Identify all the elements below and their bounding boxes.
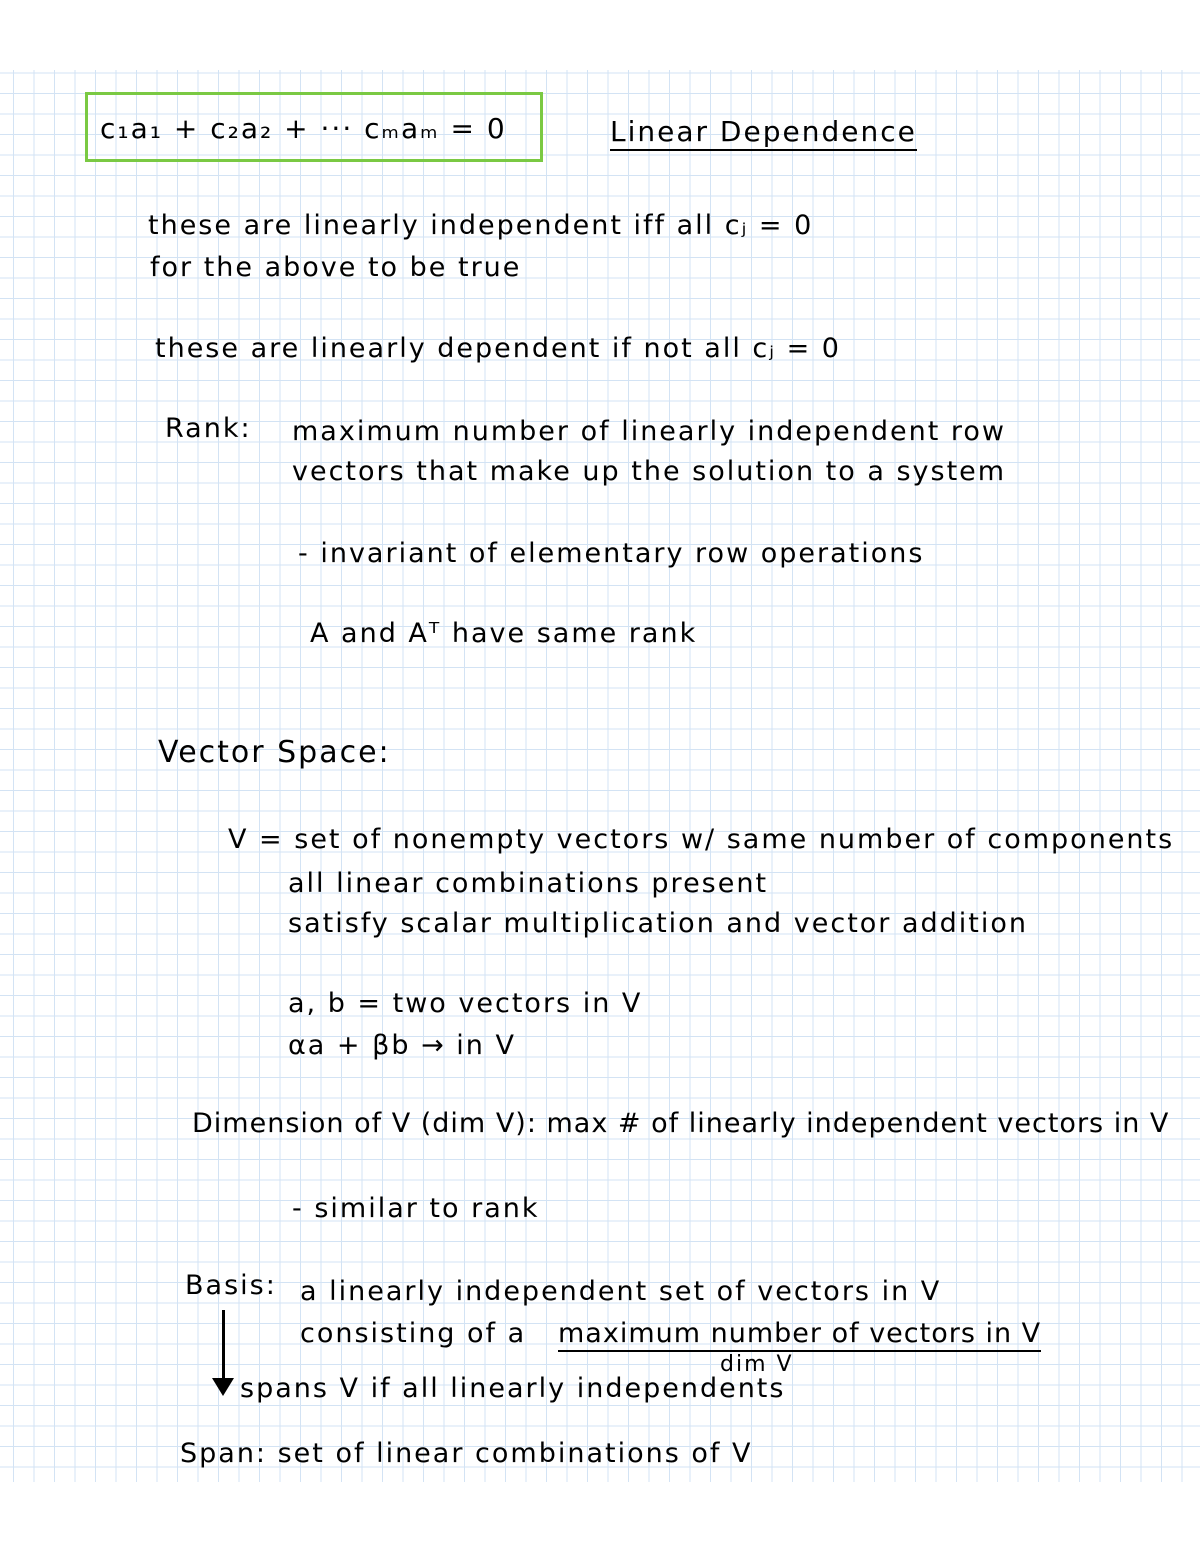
basis-annotation: dim V [720, 1352, 794, 1377]
dimension-line-2: - similar to rank [292, 1193, 540, 1224]
dependence-line-1: these are linearly dependent if not all cⱼ = 0 [155, 333, 841, 364]
vector-space-line-1: V = set of nonempty vectors w/ same number of components [228, 824, 1175, 855]
vector-space-label: Vector Space: [158, 735, 391, 770]
vector-space-line-5: αa + βb → in V [288, 1030, 516, 1061]
equation-box [85, 92, 543, 162]
down-arrow-icon [212, 1378, 234, 1396]
independence-line-1: these are linearly independent iff all cⱼ = 0 [148, 210, 814, 241]
bottom-margin [0, 1482, 1200, 1553]
basis-line-2-prefix: consisting of a [300, 1318, 527, 1349]
independence-line-2: for the above to be true [150, 252, 522, 283]
vector-space-line-3: satisfy scalar multiplication and vector addition [288, 908, 1029, 939]
rank-note-2: A and Aᵀ have same rank [310, 618, 698, 649]
page-title: Linear Dependence [610, 118, 917, 151]
dimension-line-1: Dimension of V (dim V): max # of linearly independent vectors in V [192, 1108, 1170, 1139]
top-margin [0, 0, 1200, 70]
rank-note-1: - invariant of elementary row operations [298, 538, 925, 569]
basis-line-2-underlined: maximum number of vectors in V [558, 1320, 1041, 1352]
down-arrow-shaft [222, 1310, 225, 1388]
equation-text: c₁a₁ + c₂a₂ + ··· cₘaₘ = 0 [100, 112, 507, 145]
rank-label: Rank: [165, 413, 252, 444]
rank-def-1: maximum number of linearly independent row [292, 416, 1006, 447]
vector-space-line-2: all linear combinations present [288, 868, 769, 899]
vector-space-line-4: a, b = two vectors in V [288, 988, 643, 1019]
basis-line-3: spans V if all linearly independents [240, 1373, 786, 1404]
rank-def-2: vectors that make up the solution to a system [292, 456, 1007, 487]
basis-line-1: a linearly independent set of vectors in V [300, 1276, 942, 1307]
span-line-1: Span: set of linear combinations of V [180, 1438, 753, 1469]
basis-label: Basis: [185, 1270, 277, 1301]
